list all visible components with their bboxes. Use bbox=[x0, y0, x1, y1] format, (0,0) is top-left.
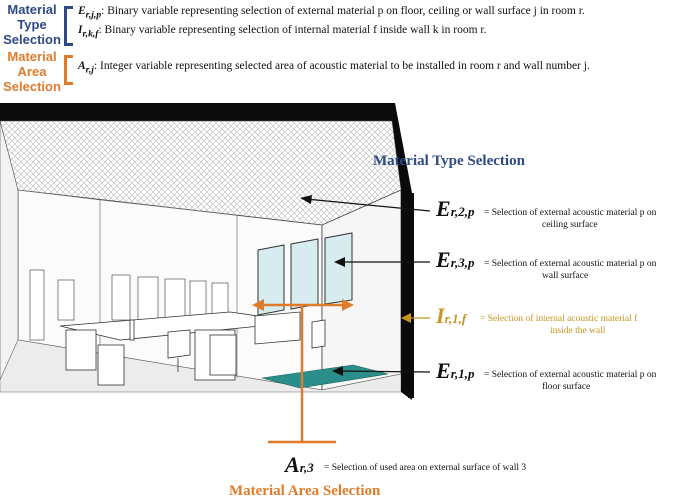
i-def-subscript: r,k,f bbox=[82, 28, 99, 40]
type-selection-label: Material Type Selection bbox=[3, 2, 61, 47]
annotation-area-symbol: Ar,3 bbox=[285, 452, 314, 477]
type-selection-title: Material Type Selection bbox=[373, 153, 525, 169]
annotation-wall-symbol: Er,3,p bbox=[436, 247, 475, 272]
e-def-symbol: E bbox=[78, 5, 86, 17]
i-def-symbol: I bbox=[78, 24, 83, 36]
annotation-area-desc: = Selection of used area on external surface of wall 3 bbox=[324, 463, 527, 473]
a-def-subscript: r,j bbox=[85, 64, 94, 76]
a-def-symbol: A bbox=[78, 60, 86, 72]
area-selection-title: Material Area Selection bbox=[229, 483, 381, 499]
i-def-text: : Binary variable representing selection of internal material f inside wall k in room r. bbox=[98, 24, 487, 36]
annotation-wall-desc: = Selection of external acoustic material p on wall surface bbox=[484, 259, 657, 281]
annotation-internal-symbol: Ir,1,f bbox=[436, 303, 467, 328]
annotation-ceiling-desc: = Selection of external acoustic material p on ceiling surface bbox=[484, 208, 657, 230]
annotation-internal-desc: = Selection of internal acoustic material f inside the wall bbox=[480, 314, 638, 336]
e-def-subscript: r,j,p bbox=[85, 9, 102, 21]
annotation-floor-symbol: Er,1,p bbox=[436, 358, 475, 383]
a-def-text: : Integer variable representing selected area of acoustic material to be installed in room r and wall number j. bbox=[93, 60, 590, 72]
room-frame-edge bbox=[408, 193, 414, 398]
annotation-floor-desc: = Selection of external acoustic material p on floor surface bbox=[484, 370, 657, 392]
area-selection-label: Material Area Selection bbox=[3, 49, 61, 94]
e-def-text: : Binary variable representing selection of external material p on floor, ceiling or wall surface j in room r. bbox=[101, 5, 585, 17]
annotation-ceiling-symbol: Er,2,p bbox=[436, 196, 475, 221]
